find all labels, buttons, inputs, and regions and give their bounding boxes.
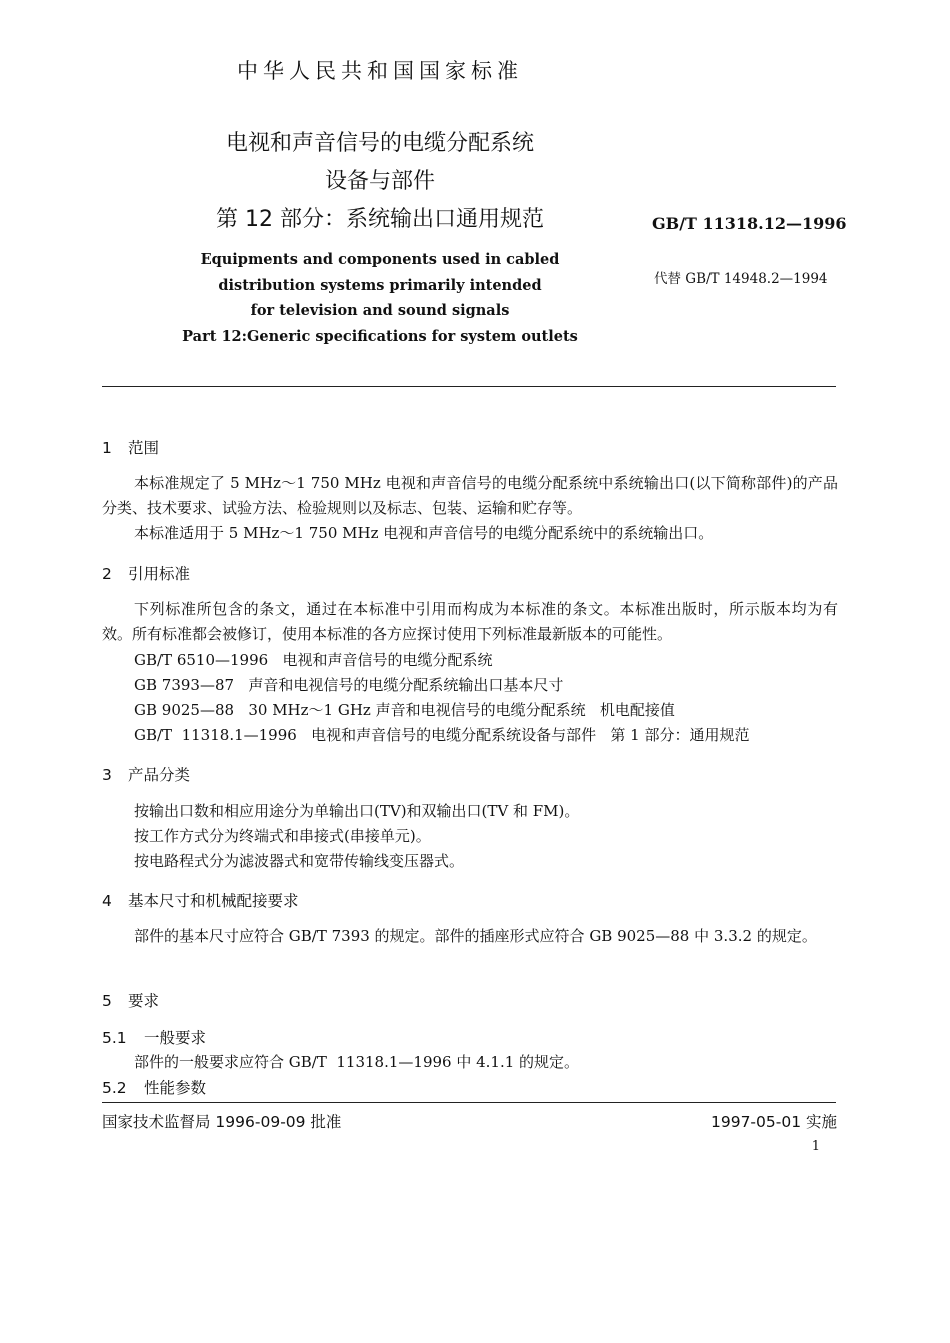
title-cn-line-3: 第 12 部分：系统输出口通用规范 <box>216 207 544 232</box>
section-title: 要求 <box>128 992 160 1010</box>
section-title: 基本尺寸和机械配接要求 <box>128 892 299 910</box>
subsection-5-2-heading <box>102 1076 206 1098</box>
implementation-date: 1997-05-01 实施 <box>710 1113 837 1131</box>
title-cn-line-2: 设备与部件 <box>324 169 435 194</box>
subsection-title: 性能参数 <box>144 1079 207 1097</box>
title-cn-line-1: 电视和声音信号的电缆分配系统 <box>225 131 534 156</box>
section-4-paragraph-1: 部件的基本尺寸应符合 GB/T 7393 的规定。部件的插座形式应符合 GB 9025—88 中 3.3.2 的规定。 <box>134 927 817 945</box>
title-en-line-3: for television and sound signals <box>250 302 510 319</box>
classification-line: 按电路程式分为滤波器式和宽带传输线变压器式。 <box>134 852 465 870</box>
page-number: 1 <box>811 1139 820 1154</box>
subsection-number: 5.2 <box>102 1079 127 1097</box>
approval-date: 国家技术监督局 1996-09-09 批准 <box>102 1113 342 1131</box>
section-number: 2 <box>102 565 112 583</box>
section-number: 1 <box>102 439 112 457</box>
reference-item: GB/T 6510—1996 电视和声音信号的电缆分配系统 <box>134 651 493 669</box>
section-3-heading <box>102 763 190 785</box>
section-title: 范围 <box>128 439 160 457</box>
section-5-heading <box>102 989 159 1011</box>
subsection-title: 一般要求 <box>144 1029 207 1047</box>
replaces-standard: 代替 GB/T 14948.2—1994 <box>654 271 828 287</box>
reference-item: GB 7393—87 声音和电视信号的电缆分配系统输出口基本尺寸 <box>134 676 564 694</box>
section-4-heading <box>102 889 299 911</box>
title-en-line-2: distribution systems primarily intended <box>218 277 542 294</box>
subsection-5-1-heading <box>102 1026 206 1048</box>
title-en-line-1: Equipments and components used in cabled <box>200 251 560 268</box>
section-1-heading <box>102 436 159 458</box>
section-title: 产品分类 <box>128 766 191 784</box>
subsection-number: 5.1 <box>102 1029 127 1047</box>
section-2-paragraph-1: 下列标准所包含的条文，通过在本标准中引用而构成为本标准的条文。本标准出版时，所示版本均为有效。所有标准都会被修订，使用本标准的各方应探讨使用下列标准最新版本的可能性。 <box>102 600 838 643</box>
section-number: 5 <box>102 992 112 1010</box>
header-divider <box>102 386 836 387</box>
reference-item: GB/T 11318.1—1996 电视和声音信号的电缆分配系统设备与部件 第 1 部分：通用规范 <box>134 726 750 744</box>
section-1-paragraph-1: 本标准规定了 5 MHz～1 750 MHz 电视和声音信号的电缆分配系统中系统输出口(以下简称部件)的产品分类、技术要求、试验方法、检验规则以及标志、包装、运输和贮存等。 <box>102 474 838 517</box>
section-title: 引用标准 <box>128 565 191 583</box>
classification-line: 按工作方式分为终端式和串接式(串接单元)。 <box>134 827 431 845</box>
reference-item: GB 9025—88 30 MHz～1 GHz 声音和电视信号的电缆分配系统 机电配接值 <box>134 701 675 719</box>
section-2-heading <box>102 562 190 584</box>
subsection-5-1-text: 部件的一般要求应符合 GB/T 11318.1—1996 中 4.1.1 的规定。 <box>134 1053 580 1071</box>
standard-code: GB/T 11318.12—1996 <box>652 214 847 233</box>
section-number: 4 <box>102 892 112 910</box>
title-en-line-4: Part 12:Generic specifications for system outlets <box>182 328 578 345</box>
standard-category-header: 中华人民共和国国家标准 <box>237 59 523 83</box>
section-number: 3 <box>102 766 112 784</box>
footer-divider <box>102 1102 836 1103</box>
classification-line: 按输出口数和相应用途分为单输出口(TV)和双输出口(TV 和 FM)。 <box>134 802 580 820</box>
section-1-paragraph-2: 本标准适用于 5 MHz～1 750 MHz 电视和声音信号的电缆分配系统中的系统输出口。 <box>134 524 714 542</box>
